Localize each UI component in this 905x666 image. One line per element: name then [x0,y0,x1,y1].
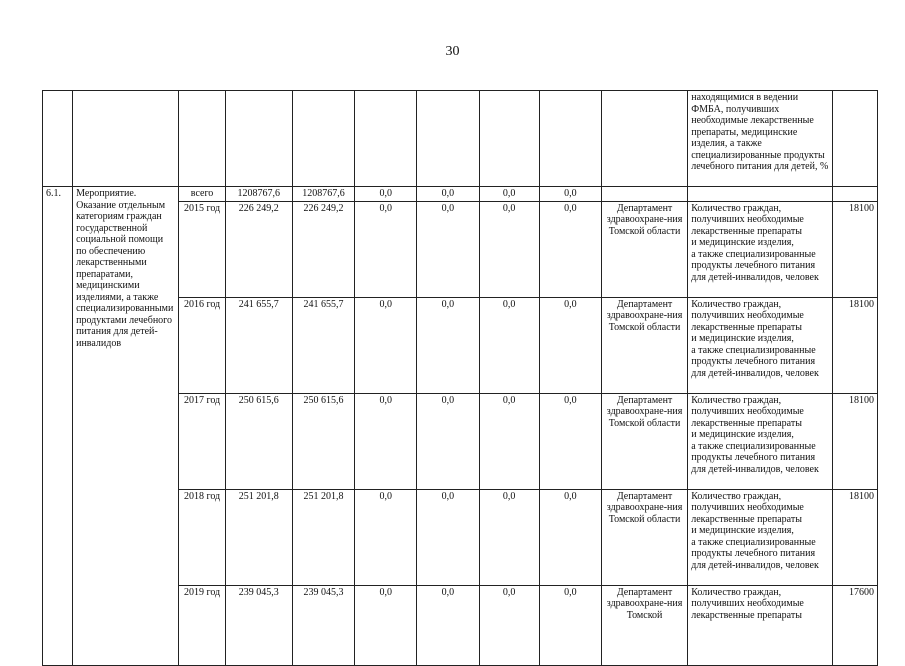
total-funding-cell: 239 045,3 [225,585,292,665]
item-title: Мероприятие. Оказание отдельным категориям граждан государственной социальной помощи по обеспечению лекарственными препаратами, медицинскими изделиями, а также специализированными продуктами лечебного питания для детей-инвалидов [73,187,179,666]
indicator-cell: Количество граждан, получивших необходимые лекарственные препараты и медицинские изделия, а также специализированные продукты лечебного питания для детей-инвалидов, человек [688,201,833,297]
indicator-value-cell: 18100 [832,201,877,297]
cell-empty [179,91,225,187]
federal-funding-cell: 241 655,7 [292,297,354,393]
funding-cell: 0,0 [479,187,539,202]
cell-empty [225,91,292,187]
cell-empty [355,91,417,187]
program-table [42,90,878,666]
cell-empty [292,91,354,187]
funding-cell: 0,0 [417,585,479,665]
item-number: 6.1. [43,187,73,666]
cell-empty [688,187,833,202]
cell-empty [601,187,687,202]
funding-cell: 0,0 [539,187,601,202]
federal-funding-cell: 250 615,6 [292,393,354,489]
indicator-value-cell: 18100 [832,393,877,489]
funding-cell: 0,0 [417,297,479,393]
funding-cell: 0,0 [479,393,539,489]
funding-cell: 0,0 [539,393,601,489]
total-funding-cell: 250 615,6 [225,393,292,489]
funding-cell: 0,0 [355,489,417,585]
year-cell: 2016 год [179,297,225,393]
year-cell: 2017 год [179,393,225,489]
indicator-cell: Количество граждан, получивших необходимые лекарственные препараты и медицинские изделия, а также специализированные продукты лечебного питания для детей-инвалидов, человек [688,393,833,489]
year-cell: 2015 год [179,201,225,297]
page-number: 30 [445,44,460,59]
continuation-indicator-text: находящимися в ведении ФМБА, получивших необходимые лекарственные препараты, медицинские изделия, а также специализированные продукты лечебного питания для детей, % [688,91,833,187]
funding-cell: 0,0 [479,489,539,585]
cell-empty [601,91,687,187]
federal-funding-cell: 251 201,8 [292,489,354,585]
funding-cell: 0,0 [479,585,539,665]
executor-cell: Департамент здравоохране-ния Томской области [601,201,687,297]
funding-cell: 0,0 [417,489,479,585]
funding-cell: 0,0 [539,489,601,585]
cell-empty [43,91,73,187]
funding-cell: 0,0 [355,585,417,665]
funding-cell: 0,0 [355,297,417,393]
funding-cell: 0,0 [539,201,601,297]
funding-cell: 0,0 [479,297,539,393]
cell-empty [479,91,539,187]
year-cell: всего [179,187,225,202]
total-funding-cell: 226 249,2 [225,201,292,297]
funding-cell: 0,0 [417,187,479,202]
indicator-value-cell: 18100 [832,297,877,393]
continuation-row [43,91,878,187]
executor-cell: Департамент здравоохране-ния Томской [601,585,687,665]
funding-cell: 0,0 [417,393,479,489]
executor-cell: Департамент здравоохране-ния Томской области [601,297,687,393]
funding-cell: 0,0 [355,201,417,297]
total-funding-cell: 251 201,8 [225,489,292,585]
cell-empty [832,187,877,202]
indicator-value-cell: 17600 [832,585,877,665]
federal-funding-cell: 1208767,6 [292,187,354,202]
indicator-value-cell: 18100 [832,489,877,585]
funding-cell: 0,0 [479,201,539,297]
indicator-cell: Количество граждан, получивших необходимые лекарственные препараты [688,585,833,665]
total-funding-cell: 1208767,6 [225,187,292,202]
indicator-cell: Количество граждан, получивших необходимые лекарственные препараты и медицинские изделия, а также специализированные продукты лечебного питания для детей-инвалидов, человек [688,489,833,585]
executor-cell: Департамент здравоохране-ния Томской области [601,393,687,489]
year-cell: 2019 год [179,585,225,665]
cell-empty [832,91,877,187]
federal-funding-cell: 226 249,2 [292,201,354,297]
executor-cell: Департамент здравоохране-ния Томской области [601,489,687,585]
cell-empty [417,91,479,187]
total-funding-cell: 241 655,7 [225,297,292,393]
funding-cell: 0,0 [417,201,479,297]
funding-cell: 0,0 [539,297,601,393]
federal-funding-cell: 239 045,3 [292,585,354,665]
funding-cell: 0,0 [355,187,417,202]
cell-empty [539,91,601,187]
funding-cell: 0,0 [355,393,417,489]
funding-cell: 0,0 [539,585,601,665]
indicator-cell: Количество граждан, получивших необходимые лекарственные препараты и медицинские изделия, а также специализированные продукты лечебного питания для детей-инвалидов, человек [688,297,833,393]
year-cell: 2018 год [179,489,225,585]
total-row [43,187,878,202]
cell-empty [73,91,179,187]
